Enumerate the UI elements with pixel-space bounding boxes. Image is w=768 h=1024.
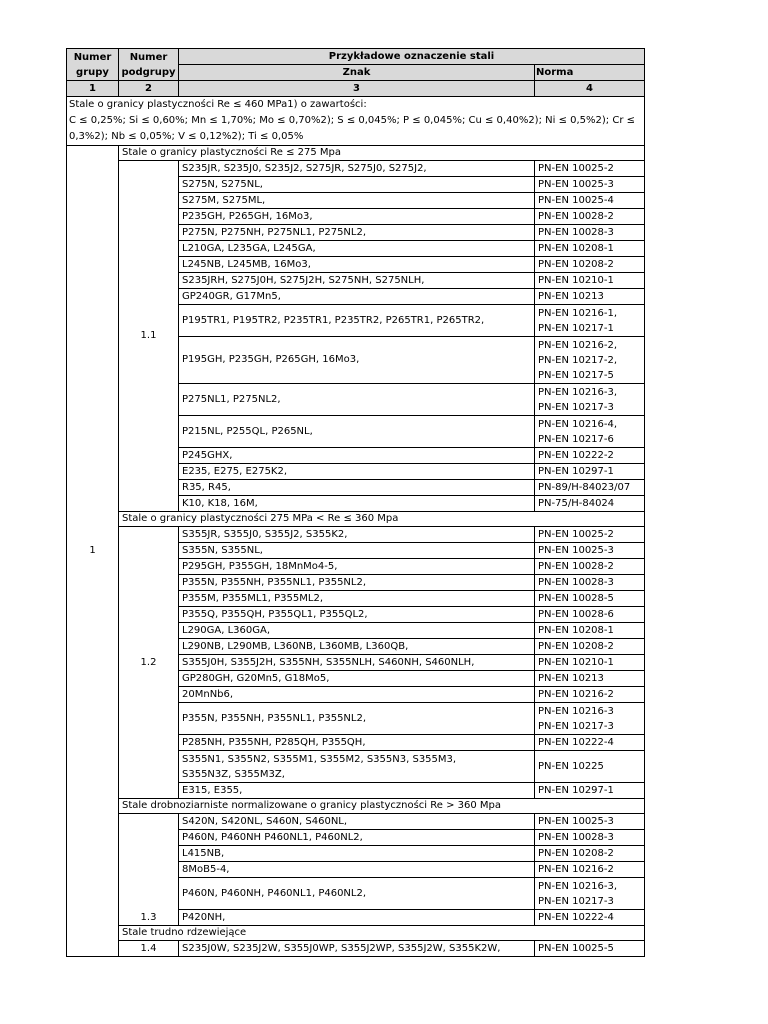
norma-line: PN-EN 10025-2 <box>538 529 614 540</box>
norma-cell <box>535 910 645 926</box>
znak-cell: L290NB, L290MB, L360NB, L360MB, L360QB, <box>179 639 535 655</box>
znak-cell: S420N, S420NL, S460N, S460NL, <box>179 814 535 830</box>
znak-cell: S275M, S275ML, <box>179 193 535 209</box>
group-intro-line1: Stale o granicy plastyczności Re ≤ 460 MPa1) o zawartości: <box>69 99 367 110</box>
norma-line: PN-EN 10025-3 <box>538 816 614 827</box>
group-intro <box>67 97 645 146</box>
subgroup-number-cell: 1.1 <box>119 161 179 512</box>
znak-cell: S355J0H, S355J2H, S355NH, S355NLH, S460NH, S460NLH, <box>179 655 535 671</box>
norma-line: PN-EN 10028-2 <box>538 561 614 572</box>
znak-cell: L415NB, <box>179 846 535 862</box>
header-index-2: 2 <box>119 81 179 97</box>
group-intro-line3: 0,3%2); Nb ≤ 0,05%; V ≤ 0,12%2); Ti ≤ 0,05% <box>69 131 304 142</box>
norma-line: PN-EN 10297-1 <box>538 466 614 477</box>
norma-cell <box>535 543 645 559</box>
norma-cell <box>535 241 645 257</box>
norma-cell <box>535 671 645 687</box>
norma-cell <box>535 273 645 289</box>
norma-cell <box>535 830 645 846</box>
norma-cell <box>535 878 645 910</box>
znak-cell: R35, R45, <box>179 480 535 496</box>
norma-line: PN-EN 10028-5 <box>538 593 614 604</box>
subgroup-heading: Stale o granicy plastyczności 275 MPa < Re ≤ 360 Mpa <box>119 512 645 527</box>
norma-cell <box>535 783 645 799</box>
norma-line: PN-EN 10213 <box>538 291 604 302</box>
group-intro-line2: C ≤ 0,25%; Si ≤ 0,60%; Mn ≤ 1,70%; Mo ≤ 0,70%2); S ≤ 0,045%; P ≤ 0,045%; Cu ≤ 0,40%2); Ni ≤ 0,5%2); Cr ≤ <box>69 115 635 126</box>
norma-cell <box>535 177 645 193</box>
norma-line: PN-EN 10216-3, <box>538 880 618 892</box>
znak-cell: S355JR, S355J0, S355J2, S355K2, <box>179 527 535 543</box>
znak-line: S355N3Z, S355M3Z, <box>182 768 285 780</box>
znak-cell: P245GHX, <box>179 448 535 464</box>
norma-cell <box>535 862 645 878</box>
norma-line: PN-EN 10297-1 <box>538 785 614 796</box>
norma-cell <box>535 257 645 273</box>
norma-line: PN-EN 10028-3 <box>538 577 614 588</box>
norma-line: PN-EN 10208-1 <box>538 243 614 254</box>
header-title: Przykładowe oznaczenie stali <box>179 49 645 65</box>
znak-cell: 8MoB5-4, <box>179 862 535 878</box>
norma-cell <box>535 575 645 591</box>
norma-line: PN-EN 10025-5 <box>538 943 614 954</box>
norma-line: PN-EN 10222-4 <box>538 737 614 748</box>
znak-cell: S235JR, S235J0, S235J2, S275JR, S275J0, S275J2, <box>179 161 535 177</box>
norma-cell <box>535 703 645 735</box>
norma-cell <box>535 639 645 655</box>
znak-cell: S235JRH, S275J0H, S275J2H, S275NH, S275NLH, <box>179 273 535 289</box>
norma-line: PN-EN 10025-4 <box>538 195 614 206</box>
znak-cell: L245NB, L245MB, 16Mo3, <box>179 257 535 273</box>
norma-line: PN-EN 10217-6 <box>538 433 614 445</box>
norma-line: PN-EN 10210-1 <box>538 275 614 286</box>
znak-cell: K10, K18, 16M, <box>179 496 535 512</box>
norma-line: PN-75/H-84024 <box>538 498 615 509</box>
znak-cell: P460N, P460NH P460NL1, P460NL2, <box>179 830 535 846</box>
table-row <box>67 941 645 957</box>
norma-line: PN-EN 10028-3 <box>538 832 614 843</box>
norma-cell <box>535 448 645 464</box>
norma-line: PN-EN 10217-2, <box>538 354 618 366</box>
norma-cell <box>535 161 645 177</box>
norma-cell <box>535 559 645 575</box>
norma-cell <box>535 941 645 957</box>
znak-cell: P275N, P275NH, P275NL1, P275NL2, <box>179 225 535 241</box>
norma-cell <box>535 735 645 751</box>
subgroup-heading: Stale drobnoziarniste normalizowane o granicy plastyczności Re > 360 Mpa <box>119 799 645 814</box>
group-number-cell: 1 <box>67 146 119 957</box>
header-group-number: Numer grupy <box>67 49 119 81</box>
norma-cell <box>535 607 645 623</box>
znak-cell: S355N, S355NL, <box>179 543 535 559</box>
norma-line: PN-EN 10028-2 <box>538 211 614 222</box>
znak-cell: P355Q, P355QH, P355QL1, P355QL2, <box>179 607 535 623</box>
norma-line: PN-EN 10216-2 <box>538 689 614 700</box>
znak-cell: P355N, P355NH, P355NL1, P355NL2, <box>179 703 535 735</box>
subgroup-heading: Stale trudno rdzewiejące <box>119 926 645 941</box>
norma-line: PN-EN 10217-3 <box>538 720 614 732</box>
norma-cell <box>535 384 645 416</box>
norma-cell <box>535 751 645 783</box>
norma-line: PN-EN 10208-2 <box>538 641 614 652</box>
znak-cell: S235J0W, S235J2W, S355J0WP, S355J2WP, S355J2W, S355K2W, <box>179 941 535 957</box>
norma-cell <box>535 687 645 703</box>
norma-line: PN-EN 10210-1 <box>538 657 614 668</box>
header-znak: Znak <box>179 65 535 81</box>
znak-cell: P460N, P460NH, P460NL1, P460NL2, <box>179 878 535 910</box>
znak-cell: 20MnNb6, <box>179 687 535 703</box>
znak-cell <box>179 751 535 783</box>
norma-line: PN-EN 10216-3 <box>538 705 614 717</box>
norma-cell <box>535 480 645 496</box>
norma-cell <box>535 846 645 862</box>
norma-line: PN-EN 10025-3 <box>538 545 614 556</box>
znak-cell: P295GH, P355GH, 18MnMo4-5, <box>179 559 535 575</box>
norma-cell <box>535 337 645 384</box>
table-row <box>67 814 645 830</box>
norma-line: PN-EN 10208-2 <box>538 259 614 270</box>
znak-cell: L290GA, L360GA, <box>179 623 535 639</box>
norma-line: PN-EN 10025-3 <box>538 179 614 190</box>
norma-cell <box>535 464 645 480</box>
header-subgroup-number: Numer podgrupy <box>119 49 179 81</box>
norma-line: PN-89/H-84023/07 <box>538 482 631 493</box>
norma-cell <box>535 496 645 512</box>
znak-cell: P285NH, P355NH, P285QH, P355QH, <box>179 735 535 751</box>
norma-line: PN-EN 10028-3 <box>538 227 614 238</box>
norma-line: PN-EN 10216-4, <box>538 418 618 430</box>
subgroup-number-cell: 1.2 <box>119 527 179 799</box>
norma-cell <box>535 225 645 241</box>
table-row <box>67 161 645 177</box>
norma-cell <box>535 289 645 305</box>
norma-line: PN-EN 10025-2 <box>538 163 614 174</box>
subgroup-number-cell: 1.3 <box>119 814 179 926</box>
znak-cell: GP280GH, G20Mn5, G18Mo5, <box>179 671 535 687</box>
subgroup-number-cell: 1.4 <box>119 941 179 957</box>
norma-line: PN-EN 10217-3 <box>538 895 614 907</box>
header-index-4: 4 <box>535 81 645 97</box>
znak-line: S355N1, S355N2, S355M1, S355M2, S355N3, S355M3, <box>182 753 457 765</box>
znak-cell: P195TR1, P195TR2, P235TR1, P235TR2, P265TR1, P265TR2, <box>179 305 535 337</box>
znak-cell: E315, E355, <box>179 783 535 799</box>
steel-designation-table <box>66 48 645 957</box>
header-index-1: 1 <box>67 81 119 97</box>
norma-cell <box>535 305 645 337</box>
norma-cell <box>535 416 645 448</box>
norma-line: PN-EN 10028-6 <box>538 609 614 620</box>
norma-line: PN-EN 10216-2, <box>538 339 618 351</box>
header-index-3: 3 <box>179 81 535 97</box>
norma-line: PN-EN 10217-1 <box>538 322 614 334</box>
znak-cell: P215NL, P255QL, P265NL, <box>179 416 535 448</box>
norma-cell <box>535 193 645 209</box>
znak-cell: S275N, S275NL, <box>179 177 535 193</box>
norma-line: PN-EN 10208-2 <box>538 848 614 859</box>
znak-cell: P235GH, P265GH, 16Mo3, <box>179 209 535 225</box>
znak-cell: P420NH, <box>179 910 535 926</box>
norma-line: PN-EN 10217-5 <box>538 369 614 381</box>
norma-line: PN-EN 10225 <box>538 761 604 772</box>
norma-line: PN-EN 10216-3, <box>538 386 618 398</box>
norma-line: PN-EN 10222-2 <box>538 450 614 461</box>
znak-cell: E235, E275, E275K2, <box>179 464 535 480</box>
norma-line: PN-EN 10216-1, <box>538 307 618 319</box>
header-norma: Norma <box>535 65 645 81</box>
norma-cell <box>535 527 645 543</box>
norma-line: PN-EN 10216-2 <box>538 864 614 875</box>
norma-cell <box>535 623 645 639</box>
subgroup-heading: Stale o granicy plastyczności Re ≤ 275 Mpa <box>119 146 645 161</box>
znak-cell: P355N, P355NH, P355NL1, P355NL2, <box>179 575 535 591</box>
table-row <box>67 527 645 543</box>
znak-cell: P275NL1, P275NL2, <box>179 384 535 416</box>
norma-cell <box>535 209 645 225</box>
norma-cell <box>535 591 645 607</box>
norma-line: PN-EN 10213 <box>538 673 604 684</box>
norma-line: PN-EN 10222-4 <box>538 912 614 923</box>
znak-cell: GP240GR, G17Mn5, <box>179 289 535 305</box>
norma-line: PN-EN 10208-1 <box>538 625 614 636</box>
norma-line: PN-EN 10217-3 <box>538 401 614 413</box>
norma-cell <box>535 655 645 671</box>
norma-cell <box>535 814 645 830</box>
znak-cell: P195GH, P235GH, P265GH, 16Mo3, <box>179 337 535 384</box>
znak-cell: P355M, P355ML1, P355ML2, <box>179 591 535 607</box>
znak-cell: L210GA, L235GA, L245GA, <box>179 241 535 257</box>
